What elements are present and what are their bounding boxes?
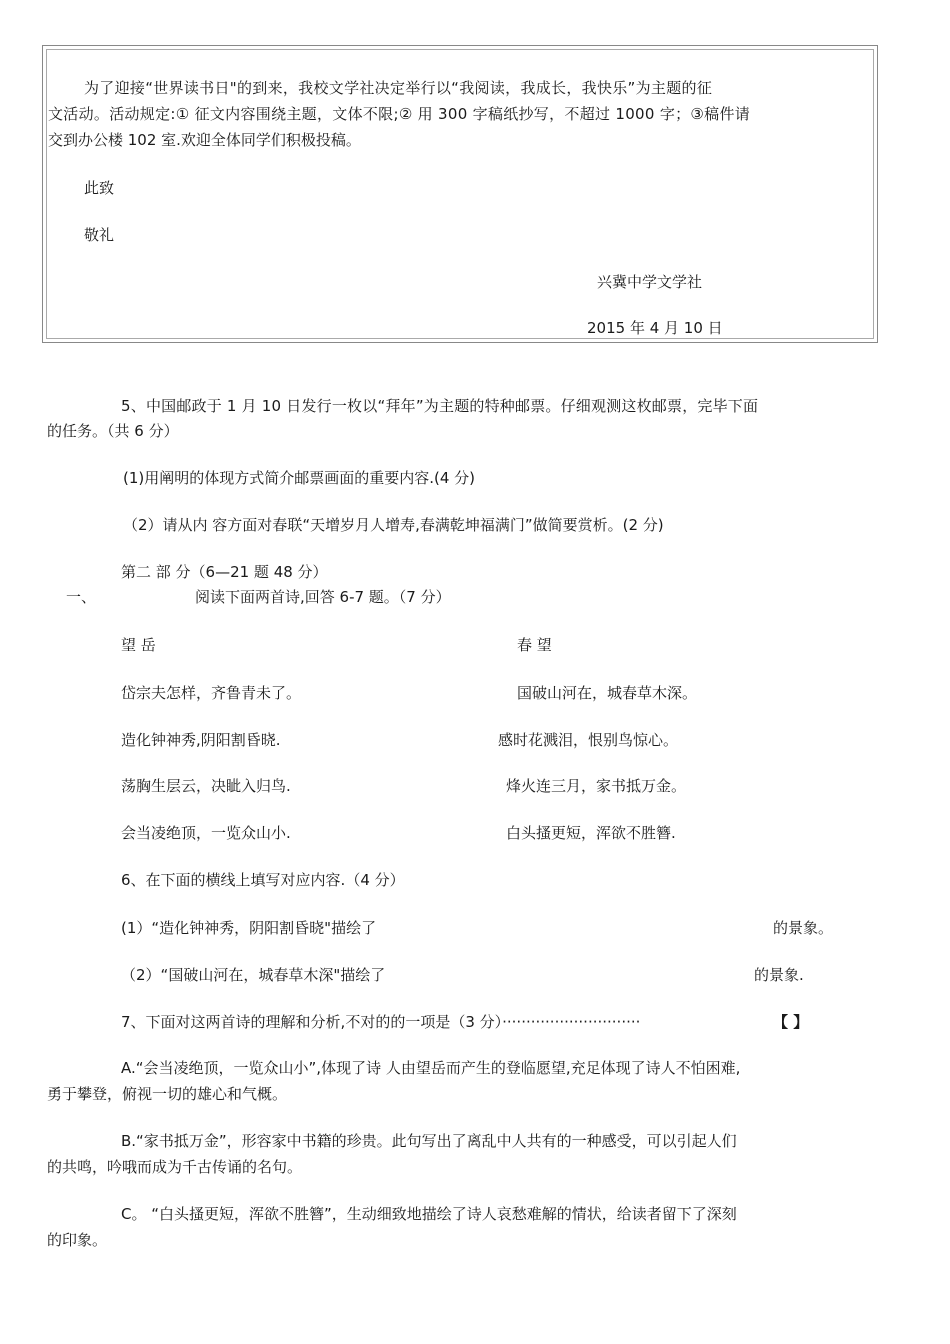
poem2-title: 春 望 xyxy=(517,636,552,654)
q7-option-c-line-1: C。 “白头搔更短，浑欲不胜簪”，生动细致地描绘了诗人哀愁难解的情状，给读者留下了深刻 xyxy=(121,1205,737,1223)
q6-sub-2-suffix: 的景象. xyxy=(754,966,804,984)
q5-stem-line-1: 5、中国邮政于 1 月 10 日发行一枚以“拜年”为主题的特种邮票。仔细观测这枚邮票，完毕下面 xyxy=(121,397,759,415)
poem1-line-1: 岱宗夫怎样，齐鲁青未了。 xyxy=(121,684,302,702)
q7-stem: 7、下面对这两首诗的理解和分析,不对的的一项是（3 分）····························· xyxy=(121,1013,641,1031)
q7-option-b-line-2: 的共鸣，吟哦而成为千古传诵的名句。 xyxy=(47,1158,303,1176)
q6-sub-2-prefix: （2）“国破山河在，城春草木深"描绘了 xyxy=(121,966,386,984)
q5-sub-1: (1)用阐明的体现方式简介邮票画面的重要内容.(4 分) xyxy=(123,469,476,487)
poem1-title: 望 岳 xyxy=(121,636,156,654)
notice-closing-1: 此致 xyxy=(84,179,115,197)
part2-heading: 第二 部 分（6—21 题 48 分） xyxy=(121,563,328,581)
poem1-line-2: 造化钟神秀,阴阳割昏晓. xyxy=(121,731,281,749)
notice-signature: 兴冀中学文学社 xyxy=(597,273,703,291)
q7-answer-bracket: 【 】 xyxy=(773,1013,809,1031)
q7-option-a-line-2: 勇于攀登，俯视一切的雄心和气概。 xyxy=(47,1085,288,1103)
notice-body-line-2: 文活动。活动规定:① 征文内容围绕主题，文体不限;② 用 300 字稿纸抄写，不超过 1000 字；③稿件请 xyxy=(48,105,751,123)
notice-date: 2015 年 4 月 10 日 xyxy=(587,319,723,337)
notice-body-line-3: 交到办公楼 102 室.欢迎全体同学们积极投稿。 xyxy=(48,131,361,149)
poem1-line-4: 会当凌绝顶，一览众山小. xyxy=(121,824,291,842)
q6-stem: 6、在下面的横线上填写对应内容.（4 分） xyxy=(121,871,405,889)
q6-sub-1-suffix: 的景象。 xyxy=(773,919,834,937)
q7-option-b-line-1: B.“家书抵万金”，形容家中书籍的珍贵。此句写出了离乱中人共有的一种感受，可以引起人们 xyxy=(121,1132,737,1150)
poem1-line-3: 荡胸生层云，决眦入归鸟. xyxy=(121,777,291,795)
notice-closing-2: 敬礼 xyxy=(84,226,115,244)
poem2-line-4: 白头搔更短，浑欲不胜簪. xyxy=(506,824,676,842)
poem2-line-3: 烽火连三月，家书抵万金。 xyxy=(506,777,687,795)
q7-option-c-line-2: 的印象。 xyxy=(47,1231,108,1249)
notice-body-line-1: 为了迎接“世界读书日"的到来，我校文学社决定举行以“我阅读，我成长，我快乐”为主题的征 xyxy=(84,79,713,97)
poem2-line-2: 感时花溅泪，恨别鸟惊心。 xyxy=(498,731,679,749)
section-title: 阅读下面两首诗,回答 6-7 题。（7 分） xyxy=(195,588,451,606)
q7-option-a-line-1: A.“会当凌绝顶，一览众山小”,体现了诗 人由望岳而产生的登临愿望,充足体现了诗人不怕困难, xyxy=(121,1059,741,1077)
section-number: 一、 xyxy=(66,588,97,606)
q5-stem-line-2: 的任务。（共 6 分） xyxy=(47,422,179,440)
q5-sub-2: （2）请从内 容方面对春联“天增岁月人增寿,春满乾坤福满门”做简要赏析。(2 分) xyxy=(123,516,664,534)
poem2-line-1: 国破山河在，城春草木深。 xyxy=(517,684,698,702)
q6-sub-1-prefix: (1）“造化钟神秀，阴阳割昏晓"描绘了 xyxy=(121,919,377,937)
